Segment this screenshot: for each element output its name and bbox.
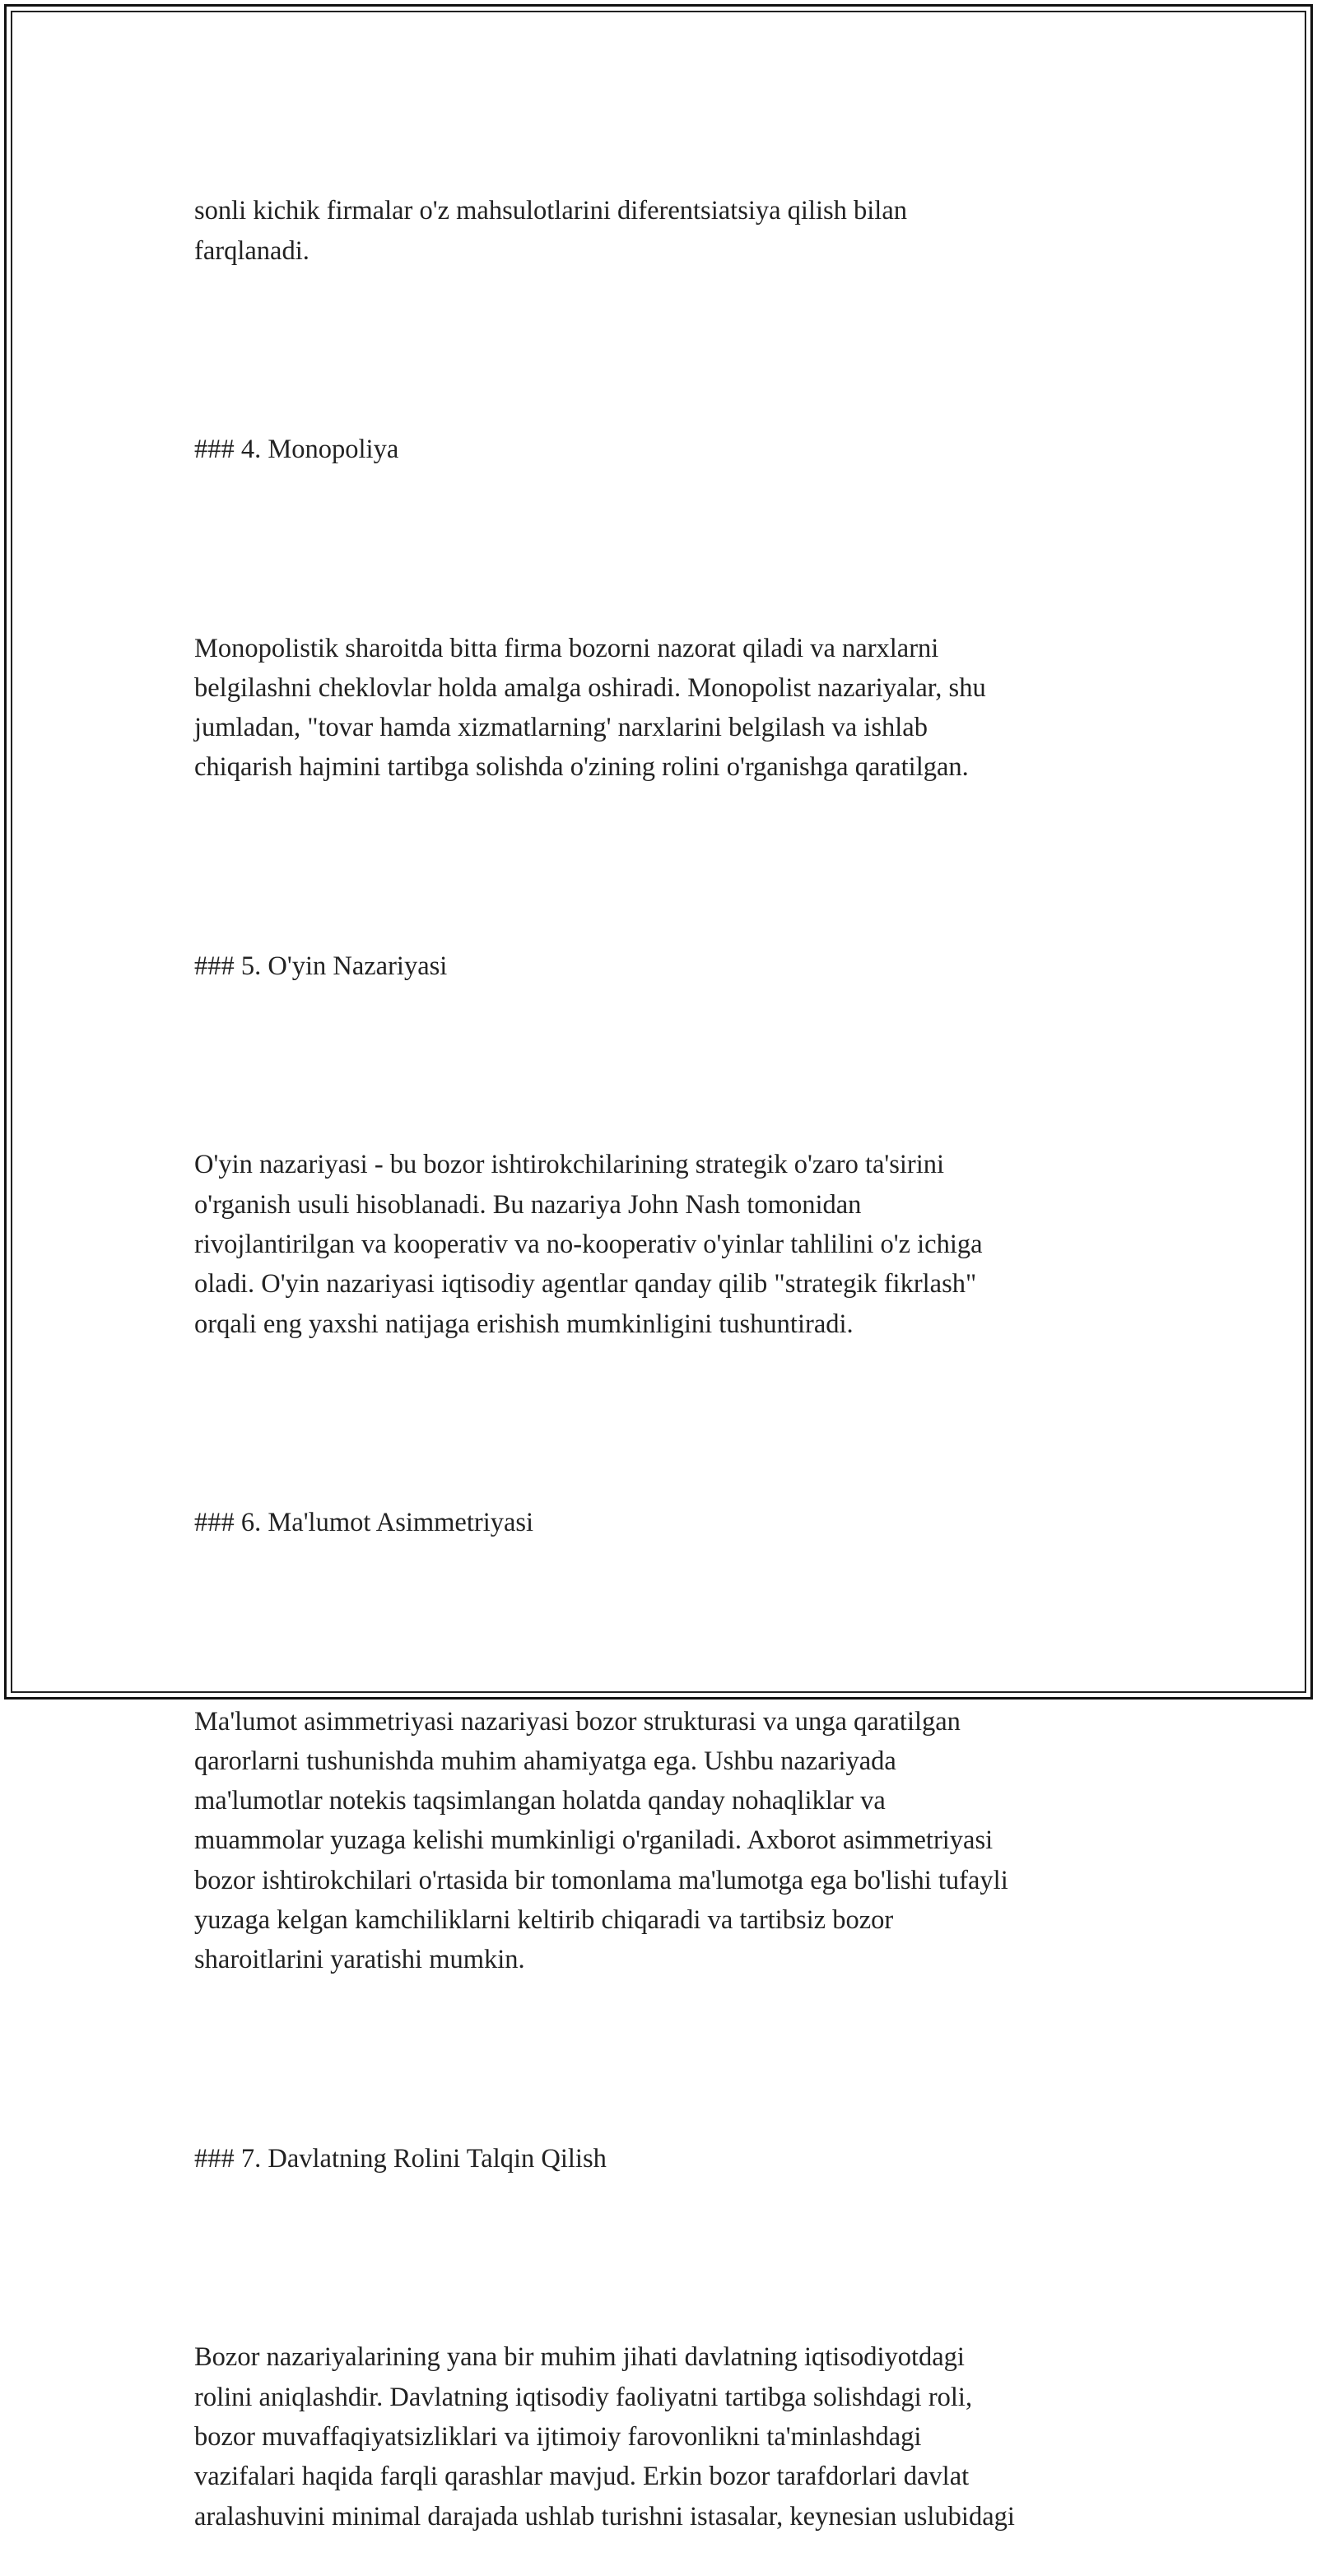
paragraph-malumot-asimmetriyasi: [194, 1702, 1133, 1980]
text-line: oladi. O'yin nazariyasi iqtisodiy agentlar qanday qilib "strategik fikrlash": [194, 1269, 977, 1300]
heading-text: ### 7. Davlatning Rolini Talqin Qilish: [194, 2143, 607, 2174]
text-line: rolini aniqlashdir. Davlatning iqtisodiy faoliyatni tartibga solishdagi roli,: [194, 2382, 973, 2412]
heading-monopoliya: [194, 430, 1133, 469]
text-line: vazifalari haqida farqli qarashlar mavjud. Erkin bozor tarafdorlari davlat: [194, 2462, 970, 2492]
paragraph-gap: [194, 509, 1133, 549]
paragraph-davlatning-rolini: [194, 2337, 1133, 2536]
text-line: chiqarish hajmini tartibga solishda o'zining rolini o'rganishga qaratilgan.: [194, 752, 969, 783]
heading-oyin-nazariyasi: [194, 946, 1133, 986]
heading-davlatning-rolini: [194, 2139, 1133, 2178]
text-line: belgilashni cheklovlar holda amalga oshiradi. Monopolist nazariyalar, shu: [194, 672, 986, 703]
text-line: muammolar yuzaga kelishi mumkinligi o'rganiladi. Axborot asimmetriyasi: [194, 1825, 994, 1856]
text-line: Ma'lumot asimmetriyasi nazariyasi bozor strukturasi va unga qaratilgan: [194, 1706, 961, 1737]
paragraph-intro-continuation: [194, 191, 1133, 271]
text-line: bozor ishtirokchilari o'rtasida bir tomonlama ma'lumotga ega bo'lishi tufayli: [194, 1865, 1008, 1895]
paragraph-gap: [194, 1026, 1133, 1066]
text-line: Monopolistik sharoitda bitta firma bozorni nazorat qiladi va narxlarni: [194, 633, 939, 663]
text-line: sharoitlarini yaratishi mumkin.: [194, 1945, 525, 1975]
text-line: bozor muvaffaqiyatsizliklari va ijtimoiy farovonlikni ta'minlashdagi: [194, 2421, 922, 2452]
heading-text: ### 5. O'yin Nazariyasi: [194, 951, 448, 981]
paragraph-gap: [194, 1383, 1133, 1423]
text-line: farqlanadi.: [194, 235, 309, 266]
text-line: yuzaga kelgan kamchiliklarni keltirib chiqaradi va tartibsiz bozor: [194, 1905, 894, 1936]
paragraph-gap: [194, 827, 1133, 867]
paragraph-gap: [194, 1583, 1133, 1622]
heading-malumot-asimmetriyasi: [194, 1503, 1133, 1542]
text-line: ma'lumotlar notekis taqsimlangan holatda qanday nohaqliklar va: [194, 1786, 886, 1816]
text-line: jumladan, "tovar hamda xizmatlarning' narxlarini belgilash va ishlab: [194, 713, 928, 743]
text-line: O'yin nazariyasi - bu bozor ishtirokchilarining strategik o'zaro ta'sirini: [194, 1150, 945, 1180]
text-line: Bozor nazariyalarining yana bir muhim jihati davlatning iqtisodiyotdagi: [194, 2342, 965, 2373]
heading-text: ### 4. Monopoliya: [194, 435, 399, 465]
paragraph-gap: [194, 2218, 1133, 2257]
text-line: sonli kichik firmalar o'z mahsulotlarini diferentsiatsiya qilish bilan: [194, 196, 908, 226]
text-line: aralashuvini minimal darajada ushlab turishni istasalar, keynesian uslubidagi: [194, 2501, 1015, 2532]
paragraph-gap: [194, 2020, 1133, 2059]
paragraph-monopoliya: [194, 629, 1133, 788]
document-body: [194, 151, 1133, 2576]
text-line: qarorlarni tushunishda muhim ahamiyatga ega. Ushbu nazariyada: [194, 1746, 896, 1776]
text-line: o'rganish usuli hisoblanadi. Bu nazariya John Nash tomonidan: [194, 1189, 862, 1220]
heading-text: ### 6. Ma'lumot Asimmetriyasi: [194, 1508, 534, 1538]
paragraph-oyin-nazariyasi: [194, 1145, 1133, 1343]
text-line: orqali eng yaxshi natijaga erishish mumkinligini tushuntiradi.: [194, 1309, 854, 1339]
paragraph-gap: [194, 310, 1133, 350]
text-line: rivojlantirilgan va kooperativ va no-kooperativ o'yinlar tahlilini o'z ichiga: [194, 1230, 983, 1260]
